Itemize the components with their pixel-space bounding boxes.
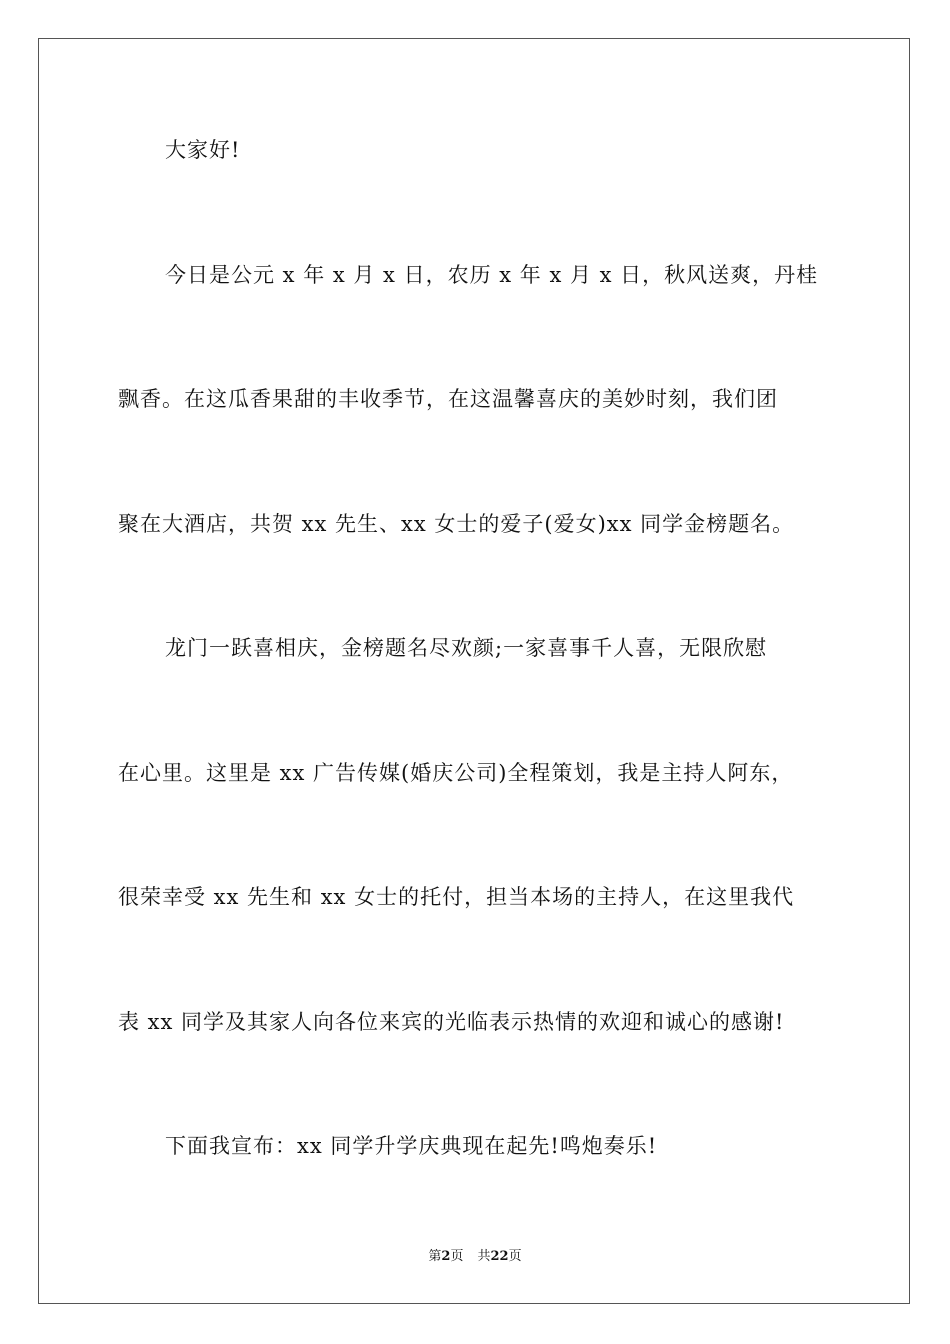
paragraph-1-line-1: 今日是公元 x 年 x 月 x 日，农历 x 年 x 月 x 日，秋风送爽，丹桂 [165,263,819,287]
paragraph-3-line-1: 下面我宣布：xx 同学升学庆典现在起先!鸣炮奏乐! [165,1134,658,1158]
page-frame [38,38,910,1304]
page-number: 2 [441,1249,451,1264]
paragraph-2-line-2: 在心里。这里是 xx 广告传媒(婚庆公司)全程策划，我是主持人阿东， [118,761,794,785]
greeting-line: 大家好! [165,138,241,162]
paragraph-1-line-2: 飘香。在这瓜香果甜的丰收季节，在这温馨喜庆的美妙时刻，我们团 [118,387,778,411]
paragraph-1-line-3: 聚在大酒店，共贺 xx 先生、xx 女士的爱子(爱女)xx 同学金榜题名。 [118,512,795,536]
paragraph-2-line-1: 龙门一跃喜相庆，金榜题名尽欢颜;一家喜事千人喜，无限欣慰 [165,636,768,660]
total-pages: 22 [490,1249,509,1264]
paragraph-2-line-4: 表 xx 同学及其家人向各位来宾的光临表示热情的欢迎和诚心的感谢! [118,1010,785,1034]
page-suffix: 页 [450,1249,464,1264]
paragraph-2-line-3: 很荣幸受 xx 先生和 xx 女士的托付，担当本场的主持人，在这里我代 [118,885,795,909]
total-prefix: 共 [477,1249,491,1264]
page-footer [0,1248,950,1266]
total-suffix: 页 [508,1249,522,1264]
page-prefix: 第 [428,1249,442,1264]
